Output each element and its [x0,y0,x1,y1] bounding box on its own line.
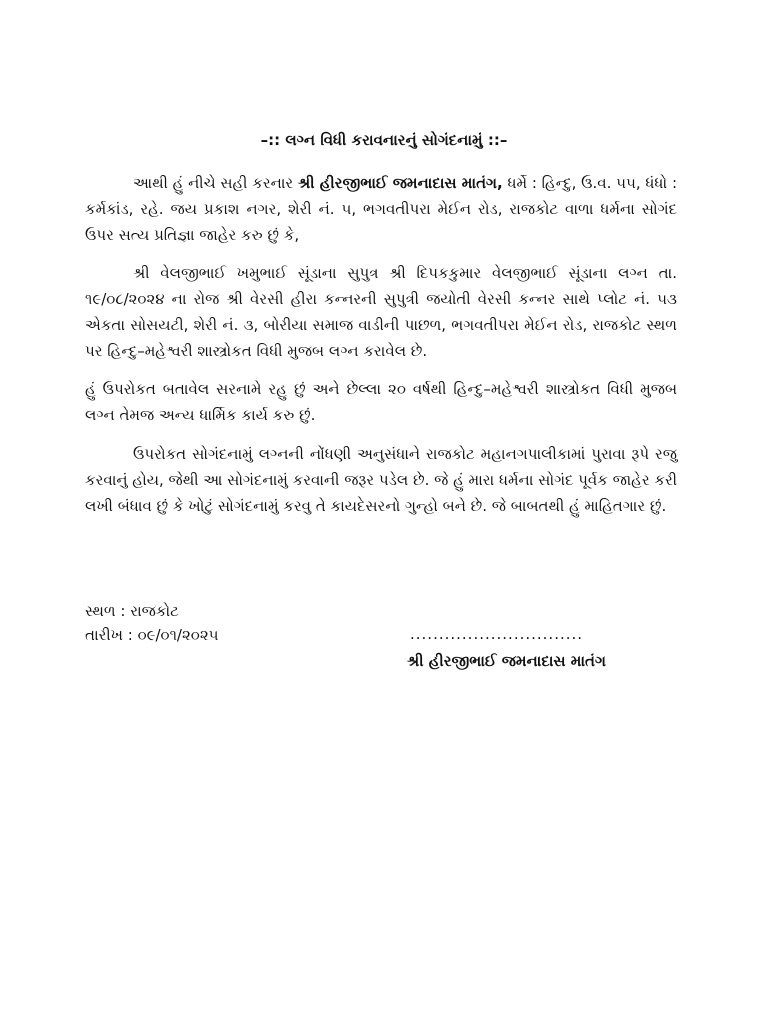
date-line: તારીખ : ૦૯/૦૧/૨૦૨૫ [85,626,219,644]
document-title: –:: લગ્ન વિધી કરાવનારનું સોગંદનામું ::– [260,131,508,149]
marriage-details-paragraph: શ્રી વેલજીભાઈ ખમુભાઈ સૂંડાના સુપુત્ર શ્રી દિપકકુમાર વેલજીભાઈ સૂંડાના લગ્ન તા. ૧૯/૦૮/૨૦૨૪ ના રોજ શ્રી વેરસી હીરા કન્નરની સુપુત્રી જયોતી વેરસી કન્નર સાથે પ્લોટ નં. ૫૩ એકતા સોસયટી, શેરી નં. ૩, બોરીયા સમાજ વાડીની પાછળ, ભગવતીપરા મેઈન રોડ, રાજકોટ સ્થળ પર હિન્દુ–મહેશ્વરી શાસ્ત્રોકત વિધી મુજબ લગ્ન કરાવેલ છે. [85,264,677,360]
purpose-paragraph: ઉપરોકત સોગંદનામું લગ્નની નોંધણી અનુસંધાને રાજકોટ મહાનગપાલીકામાં પુરાવા રૂપે રજુ કરવાનું હોય, જેથી આ સોગંદનામું કરવાની જરૂર પડેલ છે. જે હું મારા ધર્મના સોગંદ પૂર્વક જાહેર કરી લખી બંધાવ છું કે ખોટું સોગંદનામું કરવુ તે કાયદેસરનો ગુન્હો બને છે. જે બાબતથી હું માહિતગાર છું. [85,445,677,515]
declaration-lead-text: આથી હું નીચે સહી કરનાર [133,174,298,192]
place-line: સ્થળ : રાજકોટ [85,602,179,620]
signature-line: .............................. [410,625,584,643]
declaration-paragraph [85,170,677,248]
declarant-name: શ્રી હીરજીભાઈ જમનાદાસ માતંગ, [297,174,503,192]
declaration-details-text: ધર્મે : હિન્દુ, ઉ.વ. ૫૫, ધંધો : કર્મકાંડ, રહે. જય પ્રકાશ નગર, શેરી નં. ૫, ભગવતીપરા મેઈન રોડ, રાજકોટ વાળા ધર્મના સોગંદ ઉપર સત્ય પ્રતિજ્ઞા જાહેર કરુ છું કે, [85,174,678,244]
experience-paragraph: હું ઉપરોકત બતાવેલ સરનામે રહુ છું અને છેલ્લા ૨૦ વર્ષથી હિન્દુ–મહેશ્વરી શાસ્ત્રોકત વિધી મુજબ લગ્ન તેમજ અન્ય ધાર્મિક કાર્ય કરુ છું. [85,380,677,424]
signatory-name: શ્રી હીરજીભાઈ જમનાદાસ માતંગ [407,652,606,670]
